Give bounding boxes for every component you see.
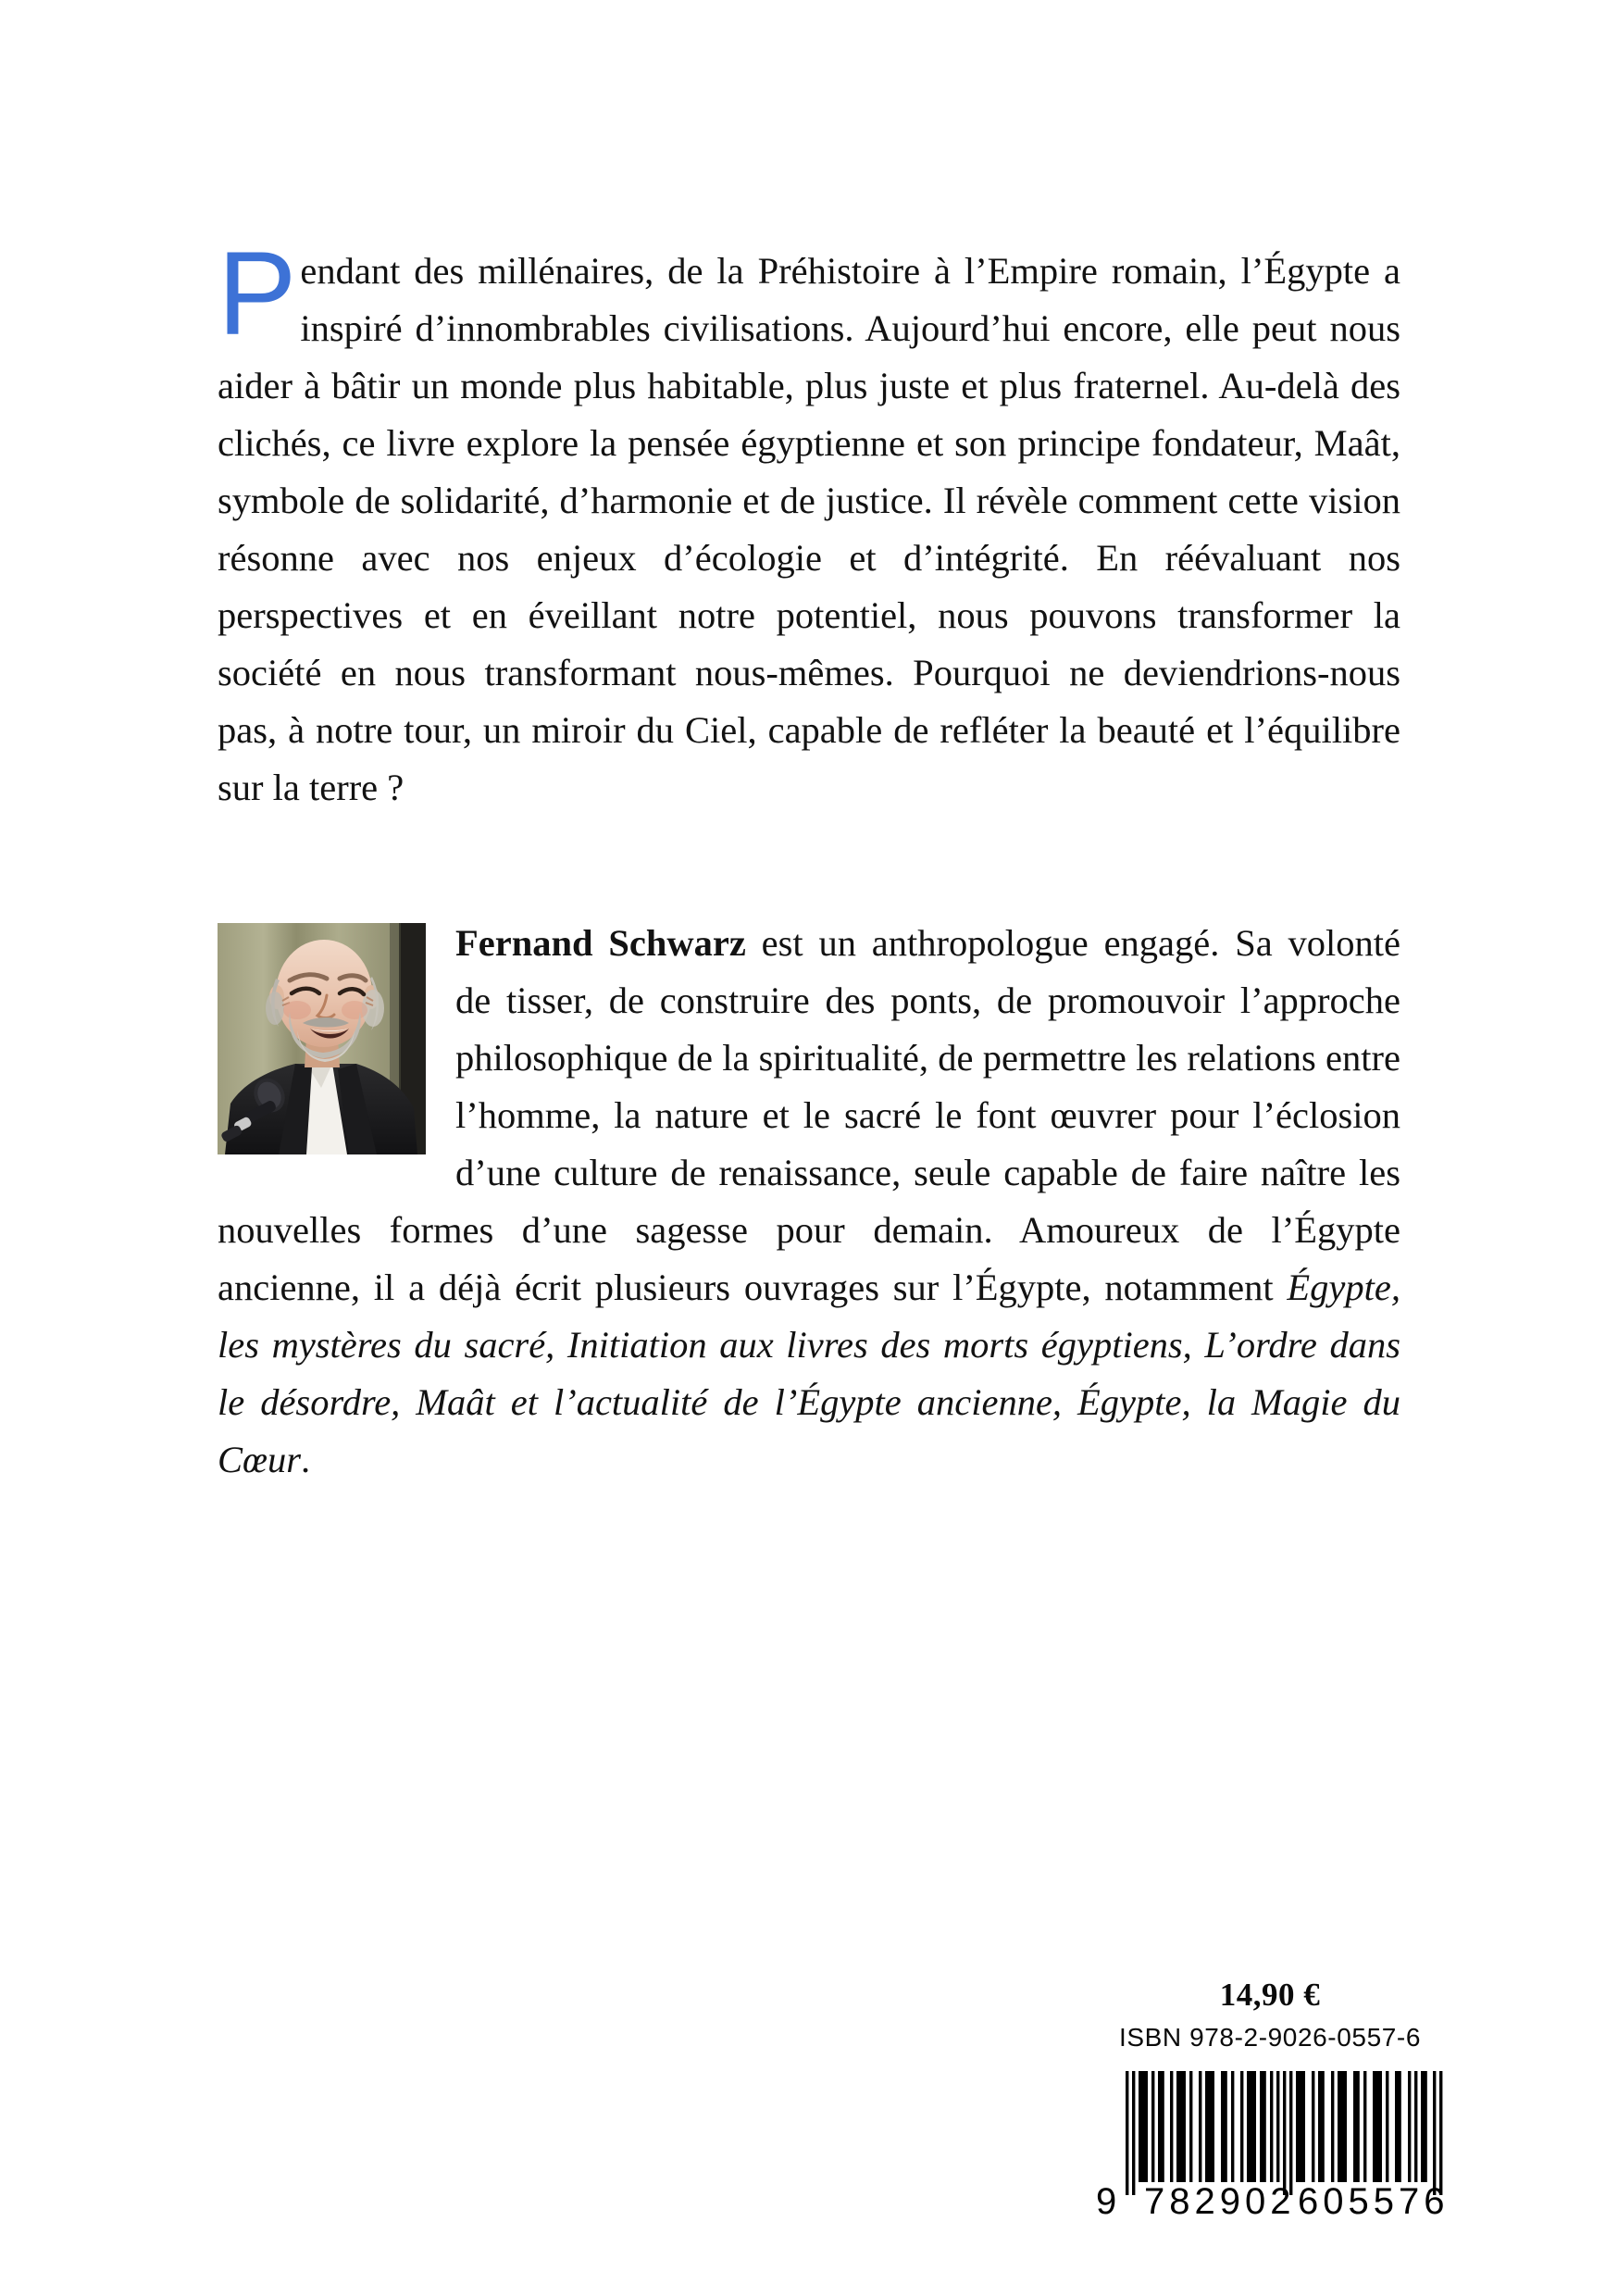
drop-cap-letter: P — [218, 228, 295, 360]
price-label: 14,90 € — [1219, 1977, 1321, 2013]
author-bio-block — [218, 915, 1400, 1489]
blurb-paragraph — [218, 228, 1400, 817]
commerce-block — [1029, 1977, 1511, 2226]
barcode-digit-left: 9 — [1096, 2181, 1117, 2221]
blurb-text: endant des millénaires, de la Préhistoire à l’Empire romain, l’Égypte a inspiré d’innombrables civilisations. Aujourd’hui encore, elle peut nous aider à bâtir un monde plus habitable, plus juste et plus fraternel. Au-delà des clichés, ce livre explore la pensée égyptienne et son principe fondateur, Maât, symbole de solidarité, d’harmonie et de justice. Il révèle comment cette vision résonne avec nos enjeux d’écologie et d’intégrité. En réévaluant nos perspectives et en éveillant notre potentiel, nous pouvons transformer la société en nous transformant nous-mêmes. Pourquoi ne deviendrions-nous pas, à notre tour, un miroir du Ciel, capable de refléter la beauté et l’équilibre sur la terre ? — [218, 250, 1400, 808]
barcode-digits-right: 605576 — [1298, 2181, 1450, 2221]
author-photo — [218, 923, 426, 1154]
author-name: Fernand Schwarz — [455, 922, 746, 964]
author-bio-end: . — [301, 1439, 311, 1480]
barcode-digits-mid: 782902 — [1144, 2181, 1296, 2221]
barcode — [1076, 2060, 1464, 2221]
author-book-titles: Égypte, les mystères du sacré, Initiation aux livres des morts égyptiens, L’ordre dans le désordre, Maât et l’actualité de l’Égypte ancienne, Égypte, la Magie du Cœur — [218, 1267, 1400, 1480]
author-bio-text: est un anthropologue engagé. Sa volonté de tisser, de construire des ponts, de promouvoir l’approche philosophique de la spiritualité, de permettre les relations entre l’homme, la nature et le sacré le font œuvrer pour l’éclosion d’une culture de renaissance, seule capable de faire naître les nouvelles formes d’une sagesse pour demain. Amoureux de l’Égypte ancienne, il a déjà écrit plusieurs ouvrages sur l’Égypte, notamment — [218, 922, 1400, 1308]
isbn-label: ISBN 978-2-9026-0557-6 — [1118, 2023, 1422, 2052]
